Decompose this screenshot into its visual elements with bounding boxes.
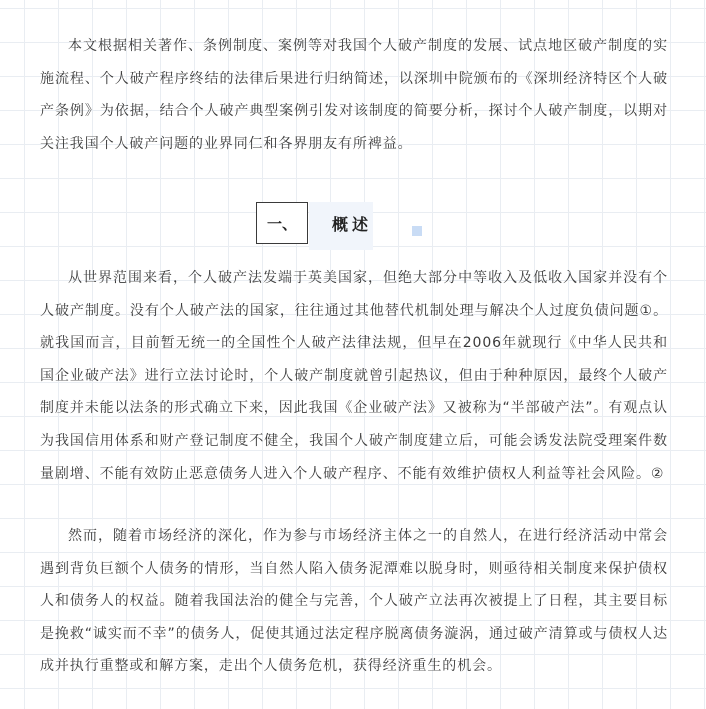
section-heading xyxy=(256,202,456,250)
decorative-square-icon xyxy=(412,226,422,236)
intro-paragraph: 本文根据相关著作、条例制度、案例等对我国个人破产制度的发展、试点地区破产制度的实施流程、个人破产程序终结的法律后果进行归纳简述，以深圳中院颁布的《深圳经济特区个人破产条例》为依据，结合个人破产典型案例引发对该制度的简要分析，探讨个人破产制度，以期对关注我国个人破产问题的业界同仁和各界朋友有所裨益。 xyxy=(40,38,668,152)
section-title: 概述 xyxy=(332,215,373,234)
body-paragraph-1: 从世界范围来看，个人破产法发端于英美国家，但绝大部分中等收入及低收入国家并没有个人破产制度。没有个人破产法的国家，往往通过其他替代机制处理与解决个人过度负债问题①。就我国而言，目前暂无统一的全国性个人破产法律法规，但早在2006年就现行《中华人民共和国企业破产法》进行立法讨论时，个人破产制度就曾引起热议，但由于种种原因，最终个人破产制度并未能以法条的形式确立下来，因此我国《企业破产法》又被称为“半部破产法”。有观点认为我国信用体系和财产登记制度不健全，我国个人破产制度建立后，可能会诱发法院受理案件数量剧增、不能有效防止恶意债务人进入个人破产程序、不能有效维护债权人利益等社会风险。② xyxy=(40,270,669,482)
section-number-box: 一、 xyxy=(256,202,308,244)
body-paragraph-2: 然而，随着市场经济的深化，作为参与市场经济主体之一的自然人，在进行经济活动中常会遇到背负巨额个人债务的情形，当自然人陷入债务泥潭难以脱身时，则亟待相关制度来保护债权人和债务人的权益。随着我国法治的健全与完善，个人破产立法再次被提上了日程，其主要目标是挽救“诚实而不幸”的债务人，促使其通过法定程序脱离债务漩涡，通过破产清算或与债权人达成并执行重整或和解方案，走出个人债务危机，获得经济重生的机会。 xyxy=(40,528,668,675)
